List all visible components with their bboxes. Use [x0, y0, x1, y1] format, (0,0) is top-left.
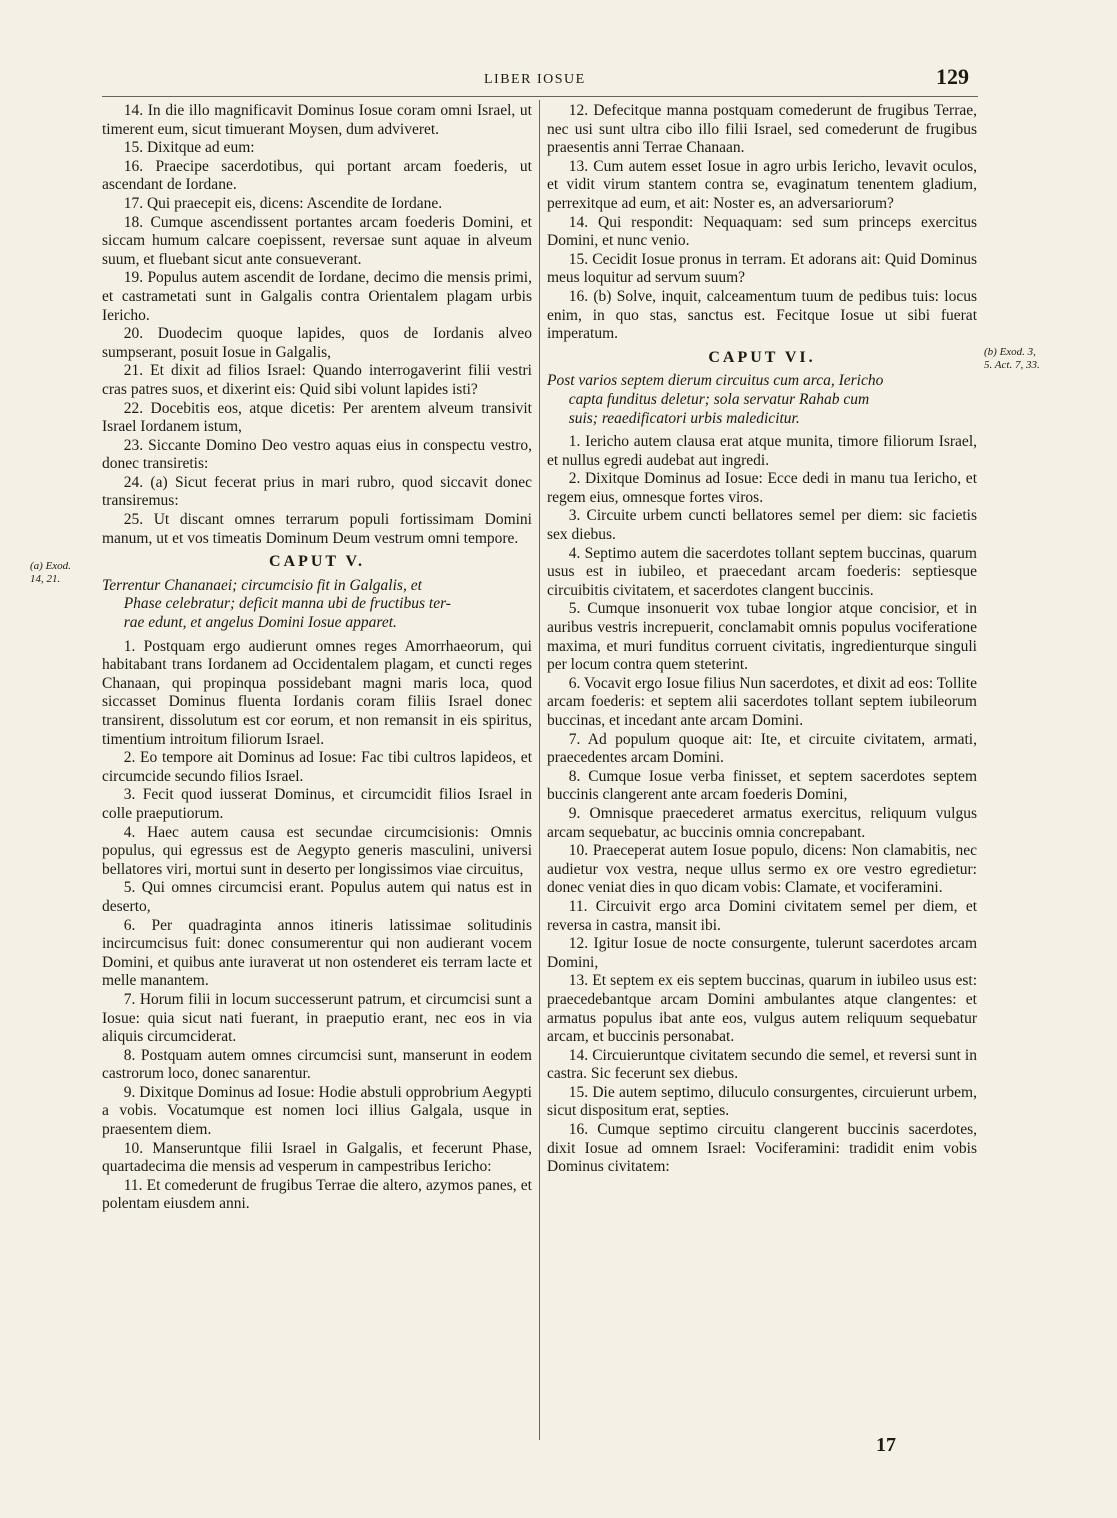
verse: 18. Cumque ascendissent portantes arcam foederis Domini, et siccam humum calcare coepissent, reversae sunt aquae in alveum suum, et fluebant sicut ante consueverant. — [102, 213, 532, 268]
verse: 13. Et septem ex eis septem buccinas, quarum in iubileo usus est: praecedebantque arcam Domini ambulantes atque clangentes: et armatus populus ibat ante eos, vulgus autem reliquum sequebatur arcam, et buccinis personabat. — [547, 972, 977, 1046]
left-verses-block-2 — [102, 638, 532, 1214]
column-rule — [539, 100, 540, 1440]
right-verses-block-1 — [547, 102, 977, 344]
summary-line: Post varios septem dierum circuitus cum arca, Iericho — [547, 372, 884, 390]
verse: 15. Dixitque ad eum: — [123, 139, 255, 157]
verse: 14. Qui respondit: Nequaquam: sed sum princeps exercitus Domini, et nunc venio. — [547, 213, 977, 250]
summary-line: capta funditus deletur; sola servatur Rahab cum — [568, 390, 870, 408]
verse: 22. Docebitis eos, atque dicetis: Per arentem alveum transivit Israel Iordanem istum, — [102, 399, 532, 436]
verse: 14. In die illo magnificavit Dominus Iosue coram omni Israel, ut timerent eum, sicut timuerant Moysen, dum adviveret. — [102, 102, 532, 138]
verse: 11. Et comederunt de frugibus Terrae die altero, azymos panes, et polentam eiusdem anni. — [102, 1176, 532, 1213]
verse: 8. Postquam autem omnes circumcisi sunt, manserunt in eodem castrorum loco, donec sanarentur. — [102, 1046, 532, 1083]
verse: 8. Cumque Iosue verba finisset, et septem sacerdotes septem buccinis clangerent ante arcam foederis Domini, — [547, 767, 977, 804]
marginal-note-right — [984, 346, 1040, 372]
verse: 7. Ad populum quoque ait: Ite, et circuite civitatem, armati, praecedentes arcam Domini. — [547, 730, 977, 767]
marginal-line: 14, 21. — [30, 573, 61, 585]
chapter-summary-vi — [547, 372, 977, 428]
verse: 25. Ut discant omnes terrarum populi fortissimam Domini manum, ut et vos timeatis Dominum Deum vestrum omni tempore. — [102, 511, 532, 547]
verse: 15. Cecidit Iosue pronus in terram. Et adorans ait: Quid Dominus meus loquitur ad servum suum? — [547, 250, 977, 287]
verse: 6. Vocavit ergo Iosue filius Nun sacerdotes, et dixit ad eos: Tollite arcam foederis: et septem alii sacerdotes tollant septem iubileorum buccinas, et incedant ante arcam Domini. — [547, 674, 977, 729]
header-rule — [102, 96, 978, 97]
verse: 16. Cumque septimo circuitu clangerent buccinis sacerdotes, dixit Iosue ad omnem Israel: Vociferamini: tradidit enim vobis Dominus civitatem: — [547, 1121, 977, 1176]
verse: 4. Septimo autem die sacerdotes tollant septem buccinas, quarum usus est in iubileo, et praecedant arcam foederis: septiesque circuibitis civitatem, et sacerdotes clangent buccinis. — [547, 544, 977, 599]
verse: 19. Populus autem ascendit de Iordane, decimo die mensis primi, et castrametati sunt in Galgalis contra Orientalem plagam urbis Iericho. — [102, 269, 532, 324]
verse: 21. Et dixit ad filios Israel: Quando interrogaverint filii vestri cras patres suos, et dixerint eis: Quid sibi volunt lapides isti? — [102, 362, 532, 398]
verse: 13. Cum autem esset Iosue in agro urbis Iericho, levavit oculos, et vidit virum stantem contra se, evaginatum tenentem gladium, perrexitque ad eum, et ait: Noster es, an adversariorum? — [547, 157, 977, 212]
verse: 17. Qui praecepit eis, dicens: Ascendite de Iordane. — [123, 194, 443, 212]
verse: 14. Circuieruntque civitatem secundo die semel, et reversi sunt in castra. Sic fecerunt sex diebus. — [547, 1046, 977, 1083]
verse: 15. Die autem septimo, diluculo consurgentes, circuierunt urbem, sicut dispositum erat, septies. — [547, 1083, 977, 1120]
page-number: 129 — [936, 64, 969, 89]
right-column — [547, 102, 977, 1177]
verse: 12. Igitur Iosue de nocte consurgente, tulerunt sacerdotes arcam Domini, — [547, 935, 977, 971]
verse: 2. Dixitque Dominus ad Iosue: Ecce dedi in manu tua Iericho, et regem eius, omnesque fortes viros. — [547, 470, 977, 506]
verse: 10. Praeceperat autem Iosue populo, dicens: Non clamabitis, nec audietur vox vestra, neque ullus sermo ex ore vestro egredietur: donec veniat dies in quo dicam vobis: Clamate, et vociferamini. — [547, 842, 977, 897]
verse: 5. Qui omnes circumcisi erant. Populus autem qui natus est in deserto, — [102, 879, 532, 915]
summary-line: Phase celebratur; deficit manna ubi de fructibus ter- — [123, 595, 451, 613]
left-column — [102, 102, 532, 1214]
verse: 3. Circuite urbem cuncti bellatores semel per diem: sic facietis sex diebus. — [547, 507, 977, 544]
verse: 16. (b) Solve, inquit, calceamentum tuum de pedibus tuis: locus enim, in quo stas, sanctus est. Fecitque Iosue ut sibi fuerat imperatum. — [547, 287, 977, 343]
verse: 2. Eo tempore ait Dominus ad Iosue: Fac tibi cultros lapideos, et circumcide secundo filios Israel. — [102, 749, 532, 785]
verse: 1. Postquam ergo audierunt omnes reges Amorrhaeorum, qui habitabant trans Iordanem ad Occidentalem plagam, et cuncti reges Chanaan, qui propinqua possidebant magni maris loca, quod siccasset Dominus fluenta Iordanis coram filiis Israel donec transirent, dissolutum est cor eorum, et non remansit in eis spiritus, timentium introitum filiorum Israel. — [102, 637, 532, 748]
running-title: LIBER IOSUE — [484, 72, 586, 87]
verse: 3. Fecit quod iusserat Dominus, et circumcidit filios Israel in colle praeputiorum. — [102, 786, 532, 822]
verse: 11. Circuivit ergo arca Domini civitatem semel per diem, et reversa in castra, mansit ibi. — [547, 897, 977, 934]
verse: 9. Omnisque praecederet armatus exercitus, reliquum vulgus arcam sequebatur, ac buccinis omnia concrepabant. — [547, 804, 977, 841]
verse: 24. (a) Sicut fecerat prius in mari rubro, quod siccavit donec transiremus: — [102, 473, 532, 510]
verse: 23. Siccante Domino Deo vestro aquas eius in conspectu vestro, donec transiretis: — [102, 436, 532, 473]
verse: 12. Defecitque manna postquam comederunt de frugibus Terrae, nec usi sunt ultra cibo illo filii Israel, sed comederunt de frugibus praesentis anni Terrae Chanaan. — [547, 102, 977, 157]
verse: 5. Cumque insonuerit vox tubae longior atque concisior, et in auribus vestris increpuerit, conclamabit omnis populus vociferatione maxima, et muri funditus corruent civitatis, ingredienturque singuli per locum contra quem steterint. — [547, 600, 977, 674]
verse: 16. Praecipe sacerdotibus, qui portant arcam foederis, ut ascendant de Iordane. — [102, 157, 532, 194]
marginal-line: 5. Act. 7, 33. — [984, 359, 1040, 371]
marginal-note-left — [30, 560, 71, 586]
verse: 10. Manseruntque filii Israel in Galgalis, et fecerunt Phase, quartadecima die mensis ad vesperum in campestribus Iericho: — [102, 1139, 532, 1176]
verse: 6. Per quadraginta annos itineris latissimae solitudinis incircumcisus fuit: donec consumerentur qui non audierant vocem Domini, et quibus ante iuraverat ut non ostenderet eis terram lacte et melle manantem. — [102, 916, 532, 990]
verse: 7. Horum filii in locum successerunt patrum, et circumcisi sunt a Iosue: quia sicut nati fuerant, in praeputio erant, nec eos in via aliquis circumciderat. — [102, 990, 532, 1046]
summary-line: rae edunt, et angelus Domini Iosue apparet. — [123, 614, 397, 632]
chapter-heading-vi: CAPUT VI. — [708, 348, 816, 366]
marginal-line: (b) Exod. 3, — [984, 346, 1036, 358]
chapter-summary-v — [102, 577, 532, 633]
verse: 4. Haec autem causa est secundae circumcisionis: Omnis populus, qui egressus est de Aegypto generis masculini, universi bellatores viri, mortui sunt in deserto per longissimos viae circuitus, — [102, 823, 532, 878]
left-verses-block-1 — [102, 102, 532, 548]
verse: 9. Dixitque Dominus ad Iosue: Hodie abstuli opprobrium Aegypti a vobis. Vocatumque est nomen loci illius Galgala, usque in praesentem diem. — [102, 1083, 532, 1139]
right-verses-block-2 — [547, 433, 977, 1177]
marginal-line: (a) Exod. — [30, 560, 71, 572]
summary-line: Terrentur Chananaei; circumcisio fit in Galgalis, et — [102, 576, 422, 594]
verse: 20. Duodecim quoque lapides, quos de Iordanis alveo sumpserant, posuit Iosue in Galgalis, — [102, 325, 532, 361]
chapter-heading-v: CAPUT V. — [268, 553, 366, 571]
verse: 1. Iericho autem clausa erat atque munita, timore filiorum Israel, et nullus egredi audebat aut ingredi. — [547, 433, 977, 469]
summary-line: suis; reaedificatori urbis maledicitur. — [568, 409, 800, 427]
signature-mark: 17 — [876, 1434, 896, 1456]
